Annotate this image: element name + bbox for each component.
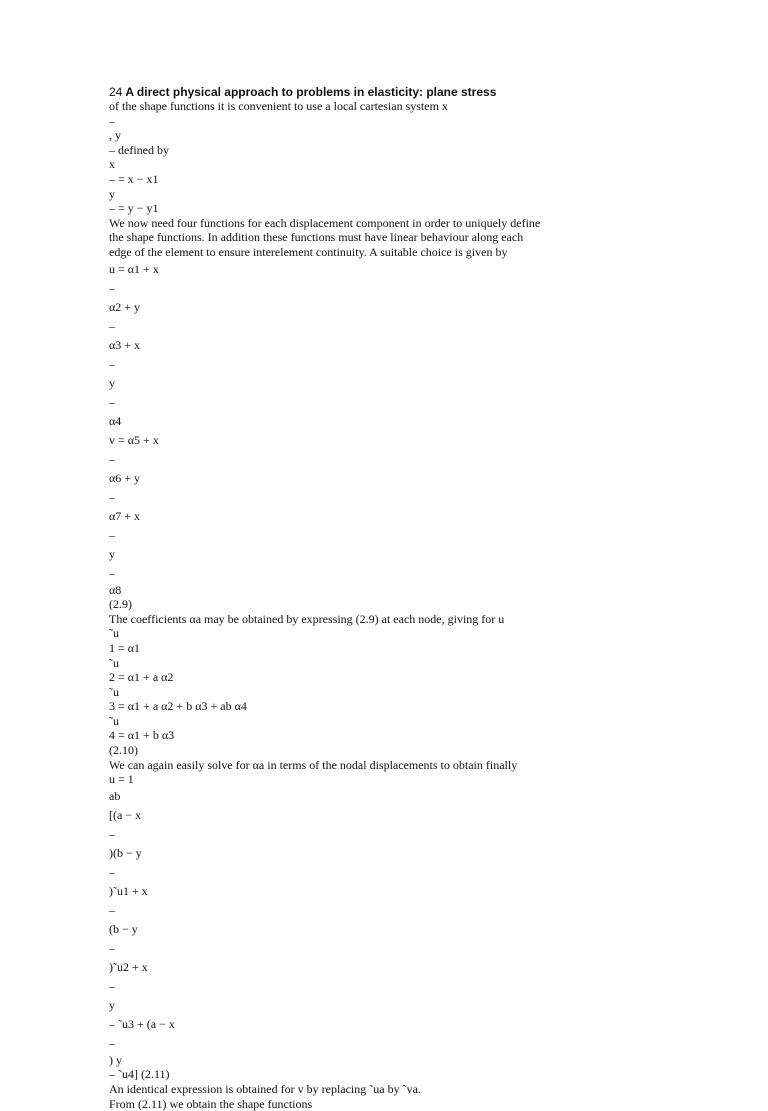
text-line: α2 + y — [109, 299, 141, 314]
text-line: y — [109, 186, 115, 201]
text-line: )˜u1 + x — [109, 883, 148, 898]
page-content — [109, 86, 729, 1111]
text-line: – = x − x1 — [109, 171, 159, 186]
text-line: – — [109, 902, 115, 917]
text-line: The coefficients αa may be obtained by expressing (2.9) at each node, giving for u — [109, 611, 505, 626]
text-line: )(b − y — [109, 845, 142, 860]
text-line: – ˜u3 + (a − x — [109, 1016, 175, 1031]
text-line: – — [109, 940, 115, 955]
text-line: – = y − y1 — [109, 201, 159, 216]
text-line: (b − y — [109, 921, 138, 936]
text-line: – — [109, 451, 115, 466]
body-text — [109, 99, 729, 1111]
text-line: , y — [109, 128, 121, 143]
text-line: α3 + x — [109, 337, 141, 352]
text-line: of the shape functions it is convenient to use a local cartesian system x — [109, 99, 448, 113]
text-line: ) y — [109, 1052, 122, 1067]
text-line: y — [109, 375, 115, 390]
text-line: – — [109, 394, 115, 409]
text-line: – — [109, 527, 115, 542]
text-line: 3 = α1 + a α2 + b α3 + ab α4 — [109, 699, 247, 714]
text-line: 1 = α1 — [109, 640, 141, 655]
text-line: – ˜u4] (2.11) — [109, 1067, 170, 1082]
text-line: α6 + y — [109, 470, 141, 485]
text-line: the shape functions. In addition these functions must have linear behaviour along each — [109, 230, 524, 245]
text-line: – — [109, 318, 115, 333]
text-line: – — [109, 280, 115, 295]
text-line: α8 — [109, 582, 122, 597]
running-header — [109, 86, 729, 99]
text-line: )˜u2 + x — [109, 959, 148, 974]
page-title: A direct physical approach to problems in elasticity: plane stress — [125, 85, 497, 99]
text-line: ˜u — [109, 713, 119, 728]
text-line: edge of the element to ensure interelement continuity. A suitable choice is given by — [109, 244, 508, 259]
text-line: – — [109, 489, 115, 504]
text-line: – — [109, 113, 115, 128]
text-line: y — [109, 546, 115, 561]
text-line: y — [109, 997, 115, 1012]
text-line: From (2.11) we obtain the shape functions — [109, 1096, 313, 1111]
text-line: – — [109, 1035, 115, 1050]
text-line: – — [109, 826, 115, 841]
text-line: u = 1 — [109, 772, 134, 787]
text-line: α4 — [109, 413, 122, 428]
text-line: ˜u — [109, 655, 119, 670]
text-line: u = α1 + x — [109, 261, 159, 276]
text-line: – — [109, 565, 115, 580]
text-line: An identical expression is obtained for v by replacing ˜ua by ˜va. — [109, 1082, 421, 1097]
text-line: We can again easily solve for αa in terms of the nodal displacements to obtain finally — [109, 757, 518, 772]
text-line: We now need four functions for each displacement component in order to uniquely define — [109, 215, 541, 230]
text-line: ab — [109, 788, 121, 803]
text-line: – defined by — [109, 142, 169, 157]
text-line: ˜u — [109, 626, 119, 641]
text-line: (2.9) — [109, 597, 132, 612]
text-line: (2.10) — [109, 743, 138, 758]
text-line: – — [109, 356, 115, 371]
text-line: 4 = α1 + b α3 — [109, 728, 175, 743]
text-line: – — [109, 978, 115, 993]
text-line: [(a − x — [109, 807, 142, 822]
text-line: ˜u — [109, 684, 119, 699]
text-line: 2 = α1 + a α2 — [109, 670, 174, 685]
text-line: x — [109, 157, 115, 172]
page-number: 24 — [109, 85, 123, 99]
text-line: – — [109, 864, 115, 879]
text-line: α7 + x — [109, 508, 141, 523]
text-line: v = α5 + x — [109, 432, 159, 447]
